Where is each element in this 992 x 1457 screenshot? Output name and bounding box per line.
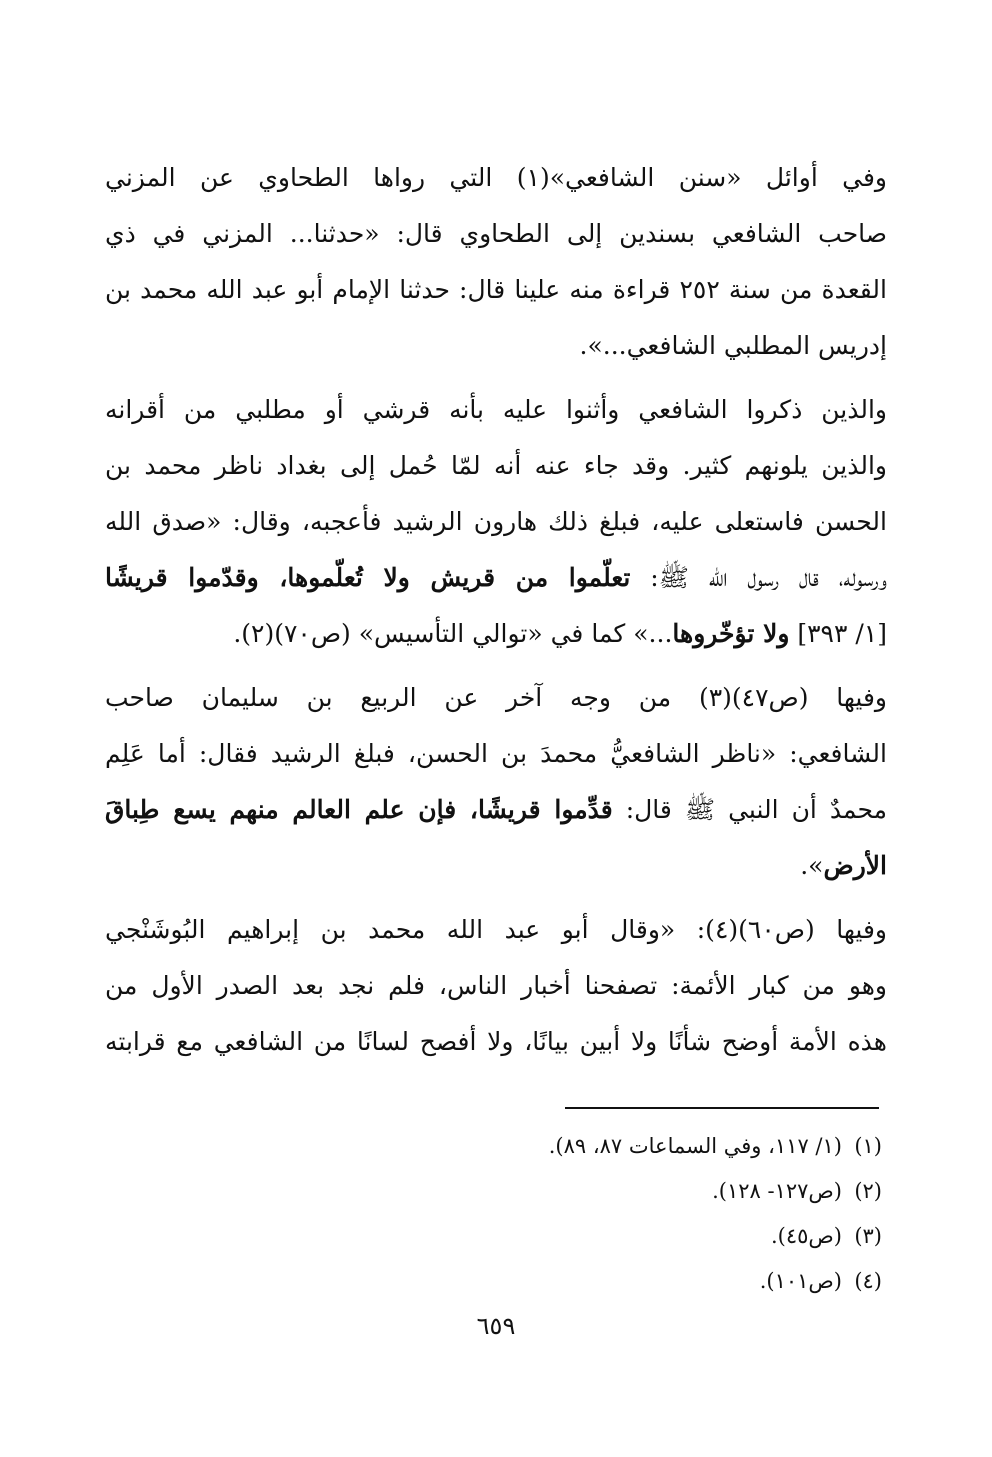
paragraph-4 <box>105 902 887 1070</box>
footnote-separator <box>565 1107 879 1109</box>
footnote-text: (١/ ١١٧، وفي السماعات ٨٧، ٨٩). <box>548 1134 842 1158</box>
hadith-quote: قدِّموا قريشًا، فإن علم العالم منهم يسع طِباقَ <box>105 795 613 824</box>
footnote-number: (١) <box>854 1134 882 1158</box>
hadith-quote: تعلّموا من قريش ولا تُعلّموها، وقدّموا قريشًا <box>105 563 631 592</box>
text-line <box>105 606 887 662</box>
footnote-text: (ص١٠١). <box>759 1269 842 1293</box>
text-line <box>105 550 887 606</box>
text-line: إدريس المطلبي الشافعي...». <box>579 331 887 360</box>
page-number: ٦٥٩ <box>476 1312 516 1340</box>
text-line <box>105 838 887 894</box>
text-line: الشافعي: «ناظر الشافعيُّ محمدَ بن الحسن، فبلغ الرشيد فقال: أما عَلِم <box>105 739 887 768</box>
text-line: وفيها (ص٦٠)(٤): «وقال أبو عبد الله محمد بن إبراهيم البُوشَنْجي <box>105 915 887 944</box>
hadith-quote: ولا تؤخّروها <box>672 619 790 648</box>
paragraph-1 <box>105 150 887 374</box>
footnotes <box>430 1124 882 1304</box>
text-segment: [١/ ٣٩٣] <box>789 619 887 648</box>
footnote-text: (ص١٢٧- ١٢٨). <box>712 1179 842 1203</box>
text-line: القعدة من سنة ٢٥٢ قراءة منه علينا قال: حدثنا الإمام أبو عبد الله محمد بن <box>105 275 887 304</box>
text-line: والذين يلونهم كثير. وقد جاء عنه أنه لمّا حُمل إلى بغداد ناظر محمد بن <box>105 451 887 480</box>
text-line <box>105 782 887 838</box>
text-line: صاحب الشافعي بسندين إلى الطحاوي قال: «حدثنا... المزني في ذي <box>105 219 887 248</box>
text-segment: ». <box>800 851 824 880</box>
footnote-text: (ص٤٥). <box>770 1224 842 1248</box>
footnote <box>430 1124 882 1169</box>
text-segment: ورسوله، قال رسول الله ﷺ: <box>630 563 887 592</box>
footnote <box>430 1169 882 1214</box>
text-line: هذه الأمة أوضح شأنًا ولا أبين بيانًا، ولا أفصح لسانًا من الشافعي مع قرابته <box>105 1027 887 1056</box>
text-line: وهو من كبار الأئمة: تصفحنا أخبار الناس، فلم نجد بعد الصدر الأول من <box>105 971 887 1000</box>
paragraph-2 <box>105 382 887 662</box>
text-line: وفيها (ص٤٧)(٣) من وجه آخر عن الربيع بن سليمان صاحب <box>105 683 887 712</box>
text-segment: محمدٌ أن النبي ﷺ قال: <box>612 795 887 824</box>
text-segment: ...» كما في «توالي التأسيس» (ص٧٠)(٢). <box>233 619 673 648</box>
text-line: وفي أوائل «سنن الشافعي»(١) التي رواها الطحاوي عن المزني <box>105 163 888 192</box>
footnote <box>430 1214 882 1259</box>
text-line: والذين ذكروا الشافعي وأثنوا عليه بأنه قرشي أو مطلبي من أقرانه <box>105 395 887 424</box>
footnote <box>430 1259 882 1304</box>
footnote-number: (٣) <box>854 1224 882 1248</box>
hadith-quote: الأرض <box>823 851 887 880</box>
footnote-number: (٢) <box>854 1179 882 1203</box>
footnote-number: (٤) <box>854 1269 882 1293</box>
page-body <box>105 150 887 1078</box>
paragraph-3 <box>105 670 887 894</box>
text-line: الحسن فاستعلى عليه، فبلغ ذلك هارون الرشيد فأعجبه، وقال: «صدق الله <box>105 507 887 536</box>
